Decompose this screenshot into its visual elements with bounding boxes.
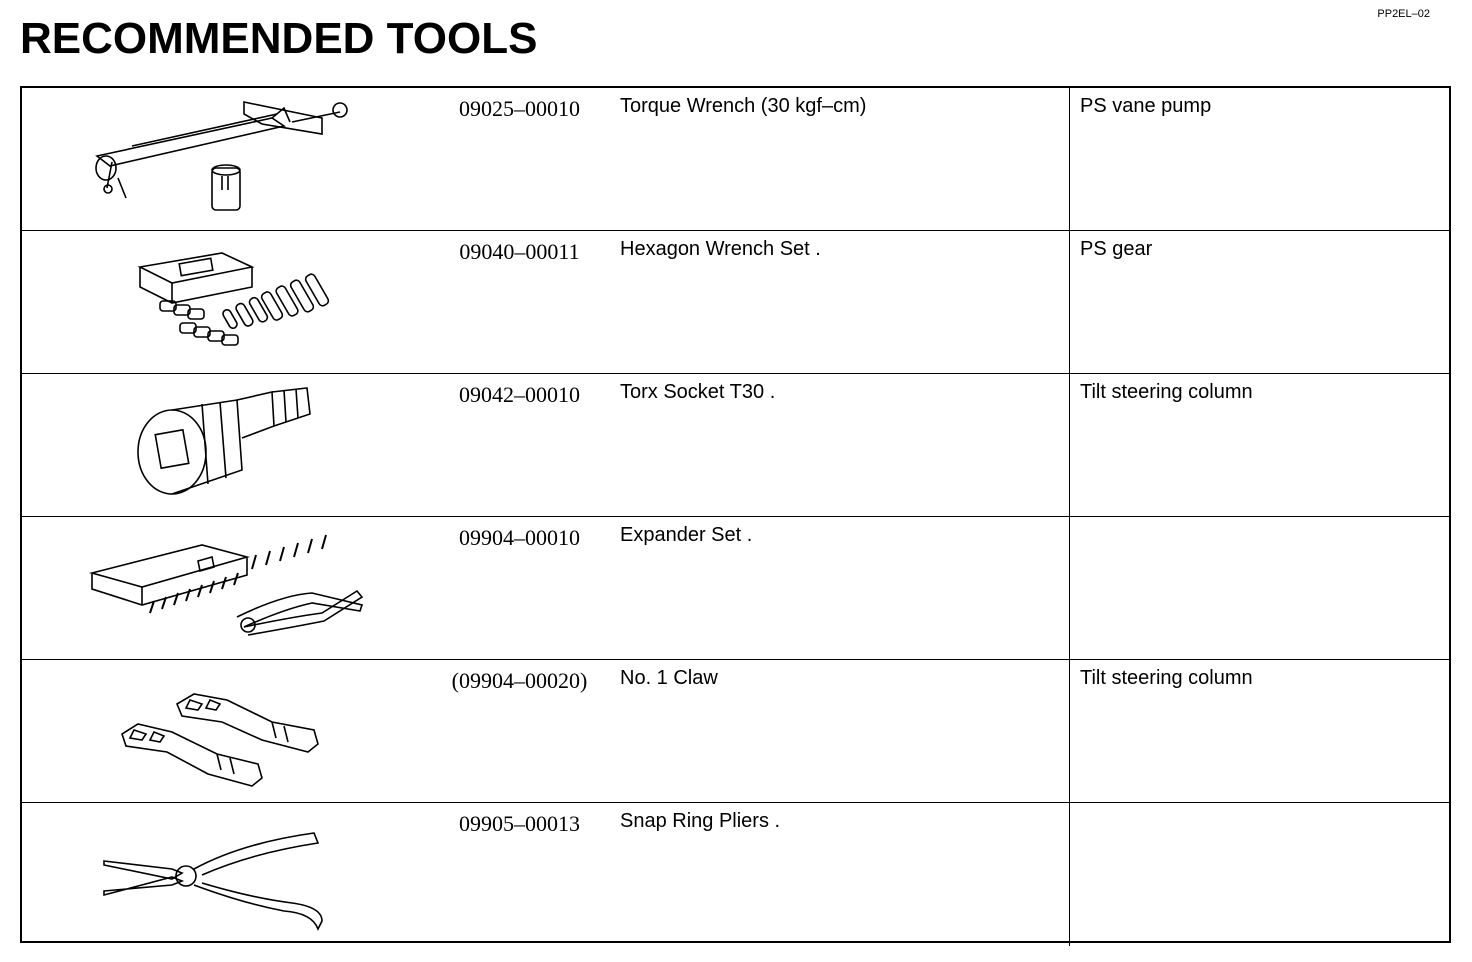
tool-name: Snap Ring Pliers . (620, 810, 781, 832)
torx-socket-icon (22, 374, 422, 515)
column-divider (1069, 803, 1070, 946)
page-code: PP2EL–02 (1377, 8, 1430, 20)
page-title: RECOMMENDED TOOLS (20, 14, 538, 63)
part-number: 09025–00010 (459, 96, 580, 121)
part-number: (09904–00020) (451, 668, 588, 693)
column-divider (1069, 660, 1070, 802)
expander-set-icon (22, 517, 422, 658)
tool-name: Hexagon Wrench Set . (620, 238, 821, 260)
table-row (22, 517, 1449, 660)
part-number: 09904–00010 (459, 525, 580, 550)
tool-usage: Tilt steering column (1080, 381, 1253, 403)
claw-icon (22, 660, 422, 801)
tool-name: Torx Socket T30 . (620, 381, 776, 403)
tool-name: No. 1 Claw (620, 667, 718, 689)
tool-usage: Tilt steering column (1080, 667, 1253, 689)
table-row (22, 88, 1449, 231)
part-number: 09042–00010 (459, 382, 580, 407)
hexagon-wrench-set-icon (22, 231, 422, 372)
table-row (22, 231, 1449, 374)
part-number: 09905–00013 (459, 811, 580, 836)
tool-name: Expander Set . (620, 524, 753, 546)
part-number: 09040–00011 (459, 239, 580, 264)
torque-wrench-icon (22, 88, 422, 229)
table-row (22, 803, 1449, 946)
tool-usage: PS gear (1080, 238, 1153, 260)
table-row (22, 374, 1449, 517)
column-divider (1069, 517, 1070, 659)
tool-name: Torque Wrench (30 kgf–cm) (620, 95, 867, 117)
column-divider (1069, 231, 1070, 373)
snap-ring-pliers-icon (22, 803, 422, 944)
tools-table (20, 86, 1451, 943)
column-divider (1069, 374, 1070, 516)
table-row (22, 660, 1449, 803)
column-divider (1069, 88, 1070, 230)
tool-usage: PS vane pump (1080, 95, 1212, 117)
